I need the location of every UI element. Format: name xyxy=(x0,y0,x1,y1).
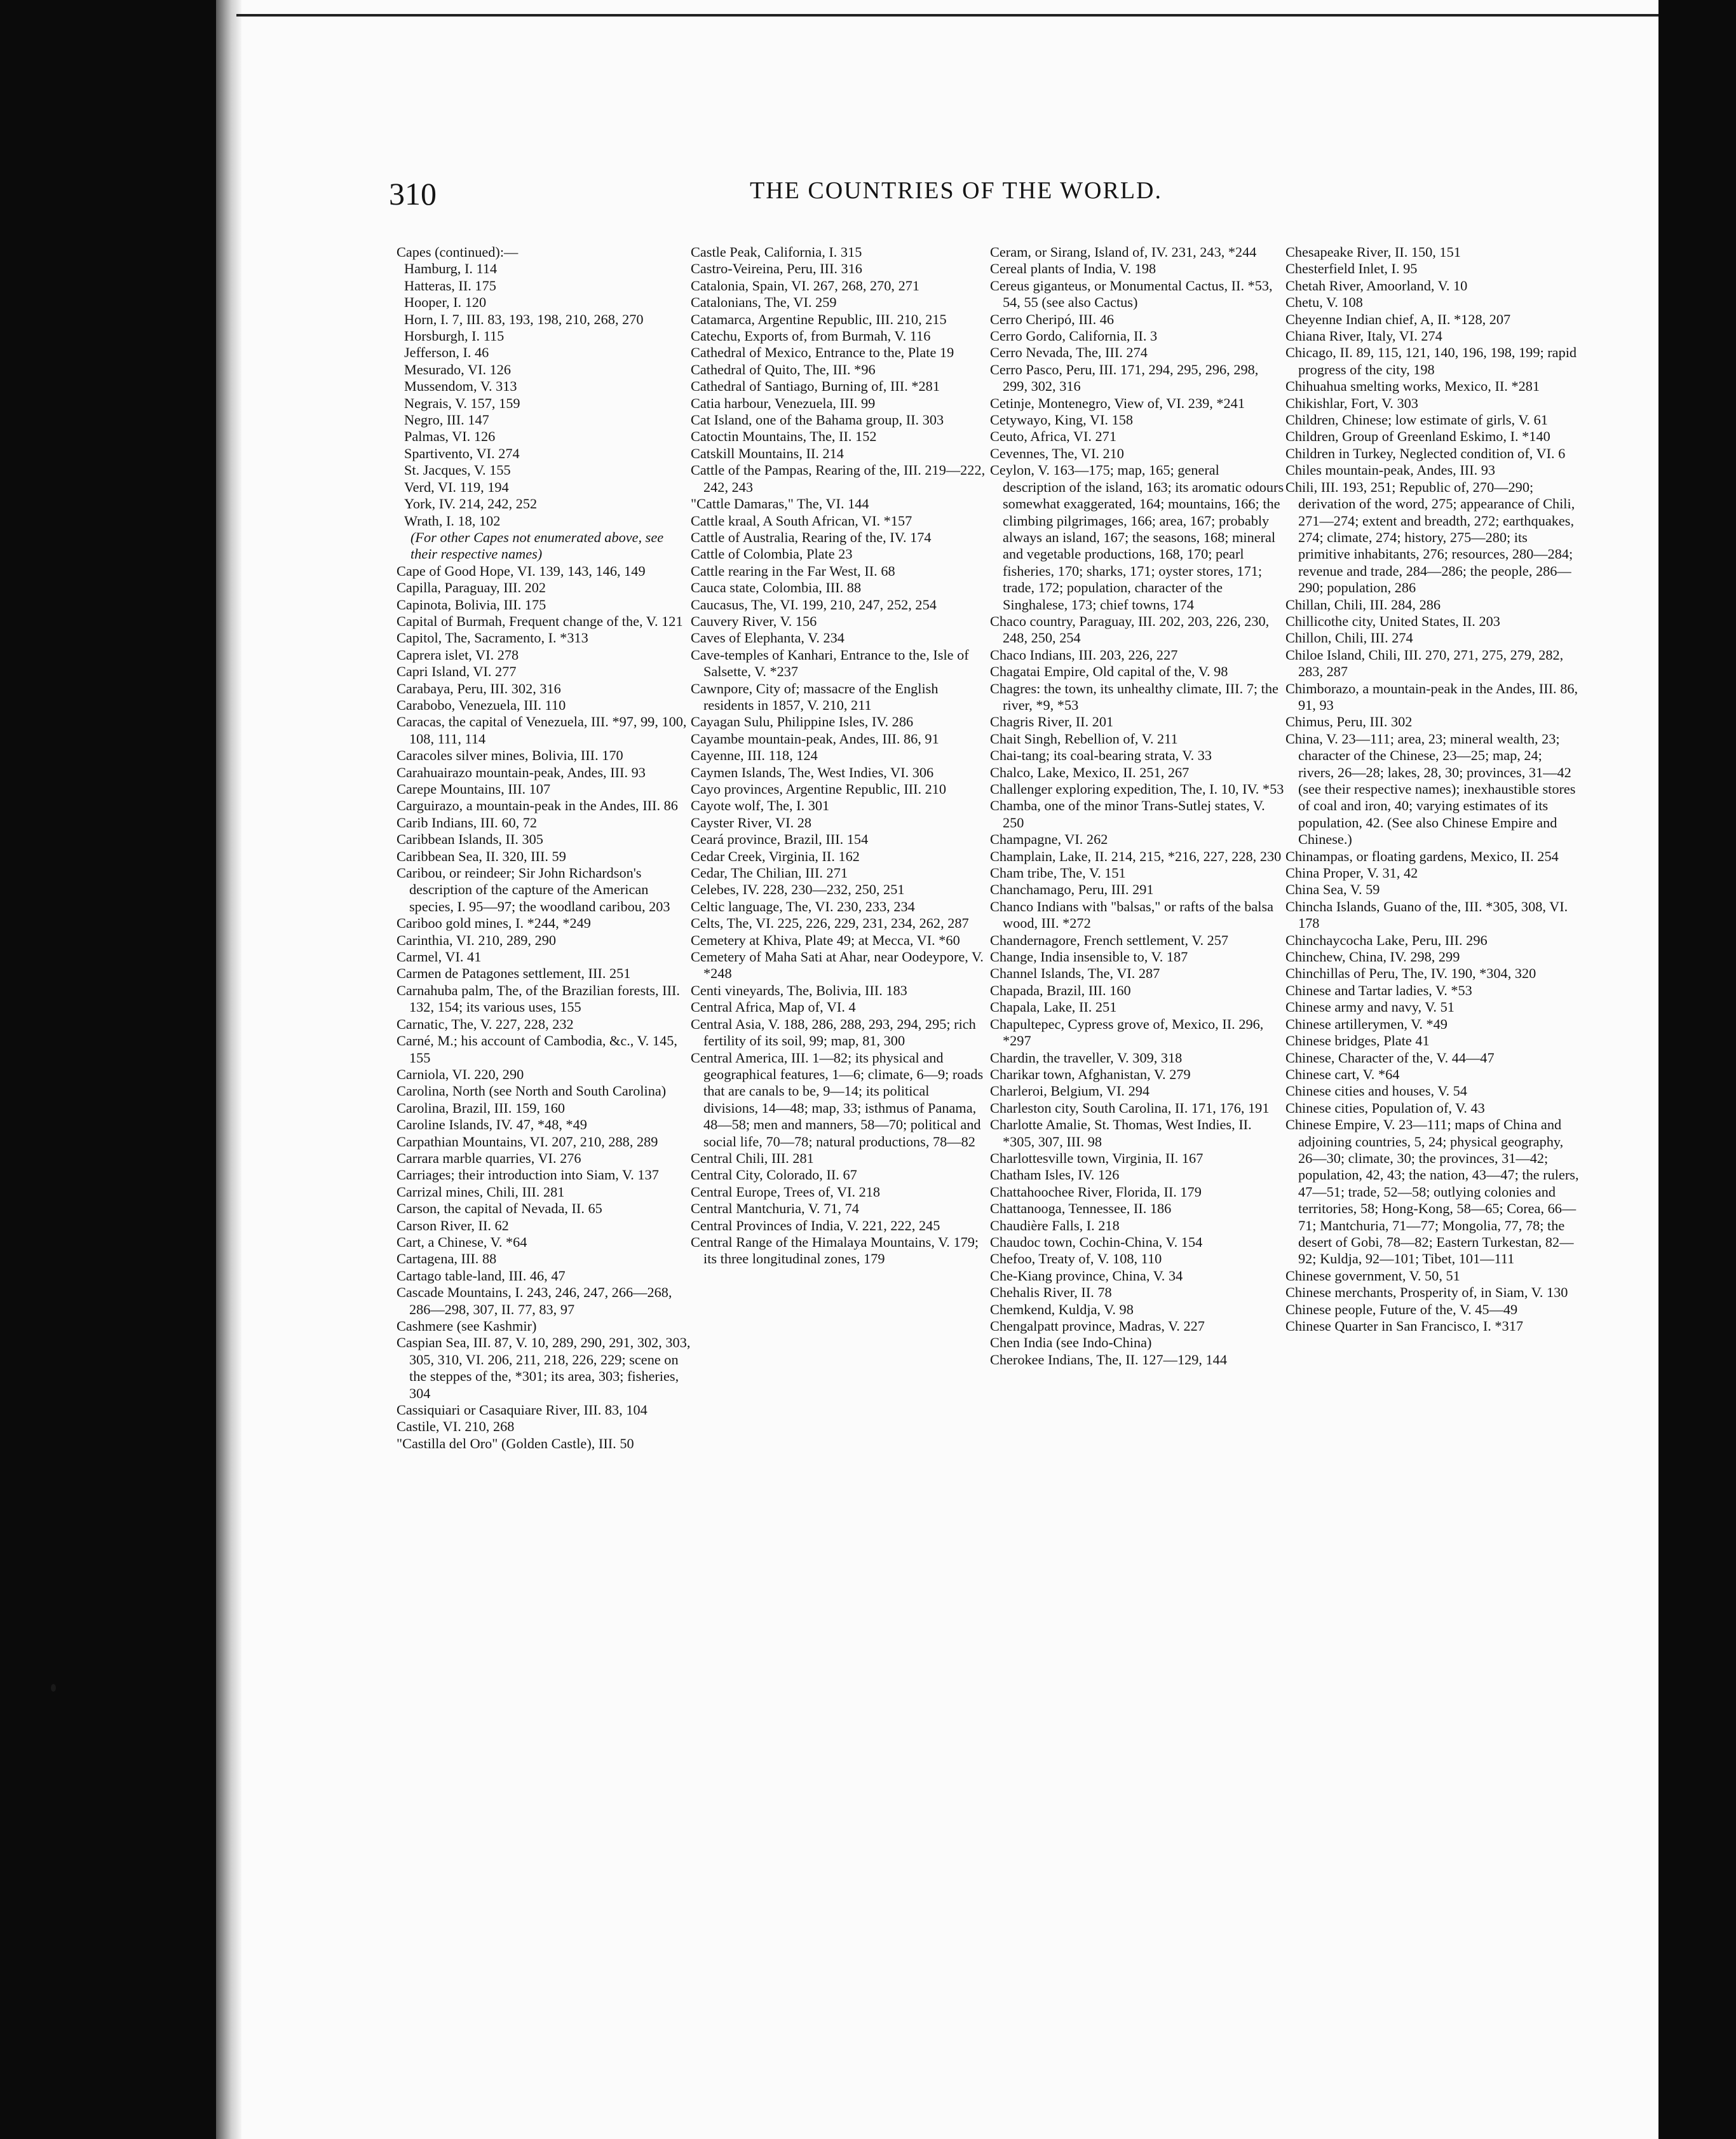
index-entry: Cathedral of Santiago, Burning of, III. *281 xyxy=(691,378,940,395)
index-entry: Chamba, one of the minor Trans-Sutlej states, V. 250 xyxy=(990,798,1265,831)
index-entry: Chinese Quarter in San Francisco, I. *317 xyxy=(1285,1318,1524,1334)
index-entry: Chimus, Peru, III. 302 xyxy=(1285,714,1413,730)
index-entry: Carahuairazo mountain-peak, Andes, III. 93 xyxy=(397,764,646,780)
index-entry: Capilla, Paraguay, III. 202 xyxy=(397,580,546,596)
index-entry: Chincha Islands, Guano of the, III. *305, 308, VI. 178 xyxy=(1285,898,1568,932)
index-entry: Castile, VI. 210, 268 xyxy=(397,1418,515,1435)
index-entry: Champagne, VI. 262 xyxy=(990,831,1108,848)
index-entry: Cetywayo, King, VI. 158 xyxy=(990,412,1134,428)
index-entry: Celts, The, VI. 225, 226, 229, 231, 234, 262, 287 xyxy=(691,915,969,932)
index-entry: Caymen Islands, The, West Indies, VI. 306 xyxy=(691,764,934,780)
index-entry: Carniola, VI. 220, 290 xyxy=(397,1066,524,1082)
index-entry: Cape of Good Hope, VI. 139, 143, 146, 149 xyxy=(397,562,646,579)
index-entry: Chillan, Chili, III. 284, 286 xyxy=(1285,596,1441,613)
index-entry: Carné, M.; his account of Cambodia, &c., V. 145, 155 xyxy=(397,1033,677,1066)
index-entry: Carolina, North (see North and South Carolina) xyxy=(397,1083,667,1099)
index-entry: Cauvery River, V. 156 xyxy=(691,613,817,629)
index-entry: Carabobo, Venezuela, III. 110 xyxy=(397,696,566,713)
index-entry: Chapultepec, Cypress grove of, Mexico, II. 296, *297 xyxy=(990,1015,1264,1049)
index-entry: Cave-temples of Kanhari, Entrance to the, Isle of Salsette, V. *237 xyxy=(691,646,969,680)
index-entry: Chinchillas of Peru, The, IV. 190, *304, 320 xyxy=(1285,965,1536,982)
index-entry: Carriages; their introduction into Siam, V. 137 xyxy=(397,1167,659,1183)
index-entry: Chaudière Falls, I. 218 xyxy=(990,1217,1120,1233)
index-entry: Carib Indians, III. 60, 72 xyxy=(397,814,538,831)
index-entry: Chagris River, II. 201 xyxy=(990,714,1114,730)
index-entry: Cedar, The Chilian, III. 271 xyxy=(691,865,848,881)
index-entry: Caribou, or reindeer; Sir John Richardson's description of the capture of the American species, I. 95—97; the woodland caribou, 203 xyxy=(397,865,670,914)
index-entry: Charlottesville town, Virginia, II. 167 xyxy=(990,1150,1204,1166)
index-entry: Children, Chinese; low estimate of girls, V. 61 xyxy=(1285,412,1548,428)
page-number: 310 xyxy=(389,176,437,212)
index-entry: Chattanooga, Tennessee, II. 186 xyxy=(990,1200,1172,1217)
index-entry: Chinese cities and houses, V. 54 xyxy=(1285,1083,1467,1099)
index-entry: Central City, Colorado, II. 67 xyxy=(691,1167,857,1183)
index-entry: Chinchaycocha Lake, Peru, III. 296 xyxy=(1285,932,1488,948)
index-subentry: York, IV. 214, 242, 252 xyxy=(404,496,538,512)
index-entry: Cariboo gold mines, I. *244, *249 xyxy=(397,915,591,932)
index-entry: Chapala, Lake, II. 251 xyxy=(990,999,1117,1015)
index-entry: Cassiquiari or Casaquiare River, III. 83, 104 xyxy=(397,1402,648,1418)
index-entry: Cartagena, III. 88 xyxy=(397,1251,497,1267)
index-entry: Cerro Nevada, The, III. 274 xyxy=(990,344,1148,361)
index-entry: Chinampas, or floating gardens, Mexico, II. 254 xyxy=(1285,848,1559,864)
index-entry: Capri Island, VI. 277 xyxy=(397,663,517,680)
index-entry: Catskill Mountains, II. 214 xyxy=(691,445,844,461)
index-entry: Chefoo, Treaty of, V. 108, 110 xyxy=(990,1251,1162,1267)
scan-border-right xyxy=(1658,0,1736,2139)
index-note: (For other Capes not enumerated above, see their respective names) xyxy=(410,529,664,562)
index-entry: Carrizal mines, Chili, III. 281 xyxy=(397,1183,565,1200)
index-entry: Castro-Veireina, Peru, III. 316 xyxy=(691,261,862,277)
index-entry: Caucasus, The, VI. 199, 210, 247, 252, 254 xyxy=(691,596,937,613)
index-entry: Cemetery of Maha Sati at Ahar, near Oodeypore, V. *248 xyxy=(691,949,984,982)
index-entry: Chemkend, Kuldja, V. 98 xyxy=(990,1301,1134,1317)
index-entry: Chihuahua smelting works, Mexico, II. *281 xyxy=(1285,378,1540,395)
index-entry: Chinese cart, V. *64 xyxy=(1285,1066,1400,1082)
index-entry: Chili, III. 193, 251; Republic of, 270—290; derivation of the word, 275; appearance of Chili, 271—274; extent and breadth, 272; earthquakes, 274; climate, 274; history, 275—280; its primitive inhabitants, 276; resources, 280—284; revenue and trade, 284—286; the people, 286—290; population, 286 xyxy=(1285,479,1575,596)
index-entry: Cattle of Australia, Rearing of the, IV. 174 xyxy=(691,529,932,545)
index-entry: Charleroi, Belgium, VI. 294 xyxy=(990,1083,1150,1099)
index-entry: Cetinje, Montenegro, View of, VI. 239, *241 xyxy=(990,395,1245,411)
index-entry: Chait Singh, Rebellion of, V. 211 xyxy=(990,730,1178,747)
index-entry: Cat Island, one of the Bahama group, II. 303 xyxy=(691,412,944,428)
index-entry: Chicago, II. 89, 115, 121, 140, 196, 198, 199; rapid progress of the city, 198 xyxy=(1285,344,1577,377)
index-entry: Chanco Indians with "balsas," or rafts of the balsa wood, III. *272 xyxy=(990,898,1274,932)
index-entry: Cattle of the Pampas, Rearing of the, III. 219—222, 242, 243 xyxy=(691,462,986,495)
index-entry: Chinese cities, Population of, V. 43 xyxy=(1285,1099,1485,1116)
index-entry: Cayo provinces, Argentine Republic, III. 210 xyxy=(691,781,947,797)
index-entry: Central America, III. 1—82; its physical and geographical features, 1—6; climate, 6—9; roads that are canals to be, 9—14; its political divisions, 14—48; map, 33; isthmus of Panama, 48—58; men and manners, 58—70; political and social life, 70—78; natural productions, 78—82 xyxy=(691,1049,984,1150)
index-entry: Chikishlar, Fort, V. 303 xyxy=(1285,395,1418,411)
index-entry: Carson, the capital of Nevada, II. 65 xyxy=(397,1200,602,1217)
index-entry: Central Chili, III. 281 xyxy=(691,1150,814,1166)
index-entry: Charlotte Amalie, St. Thomas, West Indies, II. *305, 307, III. 98 xyxy=(990,1117,1252,1150)
index-subentry: St. Jacques, V. 155 xyxy=(404,462,511,479)
index-entry: Carmel, VI. 41 xyxy=(397,949,482,965)
index-entry: Catalonia, Spain, VI. 267, 268, 270, 271 xyxy=(691,277,920,294)
index-entry: China Proper, V. 31, 42 xyxy=(1285,865,1418,881)
index-entry: Cerro Pasco, Peru, III. 171, 294, 295, 296, 298, 299, 302, 316 xyxy=(990,361,1259,395)
index-entry: Cayster River, VI. 28 xyxy=(691,814,812,831)
index-column-3 xyxy=(990,244,1285,2125)
index-entry: Carinthia, VI. 210, 289, 290 xyxy=(397,932,557,948)
index-subentry: Verd, VI. 119, 194 xyxy=(404,479,509,495)
index-entry: Cham tribe, The, V. 151 xyxy=(990,865,1126,881)
index-entry: Ceará province, Brazil, III. 154 xyxy=(691,831,869,848)
index-subentry: Hamburg, I. 114 xyxy=(404,261,498,277)
index-entry: Cerro Cheripó, III. 46 xyxy=(990,311,1115,327)
index-entry: Champlain, Lake, II. 214, 215, *216, 227, 228, 230 xyxy=(990,848,1282,864)
index-entry: Cattle of Colombia, Plate 23 xyxy=(691,546,853,562)
index-entry: Cathedral of Quito, The, III. *96 xyxy=(691,361,876,377)
index-entry: Catamarca, Argentine Republic, III. 210, 215 xyxy=(691,311,947,327)
page-top-edge xyxy=(236,14,1658,17)
index-entry: Cawnpore, City of; massacre of the English residents in 1857, V. 210, 211 xyxy=(691,680,939,713)
index-entry: Chalco, Lake, Mexico, II. 251, 267 xyxy=(990,764,1190,780)
index-entry: Catoctin Mountains, The, II. 152 xyxy=(691,428,877,445)
index-entry: Ceuto, Africa, VI. 271 xyxy=(990,428,1116,445)
index-entry: Cart, a Chinese, V. *64 xyxy=(397,1233,527,1250)
index-entry: Chiles mountain-peak, Andes, III. 93 xyxy=(1285,462,1496,479)
index-entry: Carguirazo, a mountain-peak in the Andes, III. 86 xyxy=(397,798,678,814)
index-entry: Ceram, or Sirang, Island of, IV. 231, 243, *244 xyxy=(990,244,1257,260)
index-entry: Caribbean Sea, II. 320, III. 59 xyxy=(397,848,566,864)
index-subentry: Negro, III. 147 xyxy=(404,412,489,428)
index-entry: Chillon, Chili, III. 274 xyxy=(1285,630,1413,646)
scan-speck xyxy=(51,1684,56,1692)
index-entry: Capes (continued):— xyxy=(397,244,519,260)
index-entry: Chesterfield Inlet, I. 95 xyxy=(1285,261,1418,277)
index-entry: Challenger exploring expedition, The, I. 10, IV. *53 xyxy=(990,781,1284,797)
index-entry: Centi vineyards, The, Bolivia, III. 183 xyxy=(691,982,907,998)
index-entry: Caspian Sea, III. 87, V. 10, 289, 290, 291, 302, 303, 305, 310, VI. 206, 211, 218, 226, 229; scene on the steppes of the, *301; its area, 303; fisheries, 304 xyxy=(397,1334,691,1401)
index-entry: China, V. 23—111; area, 23; mineral wealth, 23; character of the Chinese, 23—25; map, 24; rivers, 26—28; lakes, 28, 30; provinces, 31—42 (see their respective names); inexhaustible stores of coal and iron, 40; varying estimates of its population, 42. (See also Chinese Empire and Chinese.) xyxy=(1285,730,1576,848)
index-entry: Chinese bridges, Plate 41 xyxy=(1285,1033,1430,1049)
page-gutter-shadow xyxy=(216,0,241,2139)
index-entry: Che-Kiang province, China, V. 34 xyxy=(990,1267,1183,1284)
index-entry: Chapada, Brazil, III. 160 xyxy=(990,982,1131,998)
index-entry: Cheyenne Indian chief, A, II. *128, 207 xyxy=(1285,311,1511,327)
index-entry: Chaco country, Paraguay, III. 202, 203, 226, 230, 248, 250, 254 xyxy=(990,613,1270,646)
index-subentry: Spartivento, VI. 274 xyxy=(404,445,520,461)
index-entry: Cerro Gordo, California, II. 3 xyxy=(990,328,1158,344)
index-entry: Catechu, Exports of, from Burmah, V. 116 xyxy=(691,328,931,344)
index-entry: Chesapeake River, II. 150, 151 xyxy=(1285,244,1461,260)
index-entry: Carpathian Mountains, VI. 207, 210, 288, 289 xyxy=(397,1133,658,1150)
index-entry: Capital of Burmah, Frequent change of the, V. 121 xyxy=(397,613,683,629)
index-entry: Carrara marble quarries, VI. 276 xyxy=(397,1150,581,1166)
index-entry: Chillicothe city, United States, II. 203 xyxy=(1285,613,1500,629)
index-entry: Catalonians, The, VI. 259 xyxy=(691,294,837,311)
index-entry: Chen India (see Indo-China) xyxy=(990,1334,1152,1351)
index-subentry: Negrais, V. 157, 159 xyxy=(404,395,520,411)
index-entry: Chehalis River, II. 78 xyxy=(990,1284,1112,1301)
index-entry: Cereal plants of India, V. 198 xyxy=(990,261,1156,277)
index-entry: Cevennes, The, VI. 210 xyxy=(990,445,1124,461)
index-entry: Castle Peak, California, I. 315 xyxy=(691,244,862,260)
index-entry: Chinese Empire, V. 23—111; maps of China and adjoining countries, 5, 24; physical geography, 26—30; climate, 30; the provinces, 31—42; population, 42, 43; the nation, 43—47; the rulers, 47—51; trade, 52—58; outlying colonies and territories, 58; Hong-Kong, 58—65; Corea, 66—71; Mantchuria, 71—77; Mongolia, 77, 78; the desert of Gobi, 78—82; Eastern Turkestan, 82—92; Kuldja, 92—101; Tibet, 101—111 xyxy=(1285,1117,1579,1267)
index-entry: Central Provinces of India, V. 221, 222, 245 xyxy=(691,1217,940,1233)
index-entry: Capinota, Bolivia, III. 175 xyxy=(397,596,546,613)
index-entry: Carepe Mountains, III. 107 xyxy=(397,781,551,797)
index-subentry: Wrath, I. 18, 102 xyxy=(404,512,501,529)
index-entry: Cashmere (see Kashmir) xyxy=(397,1318,537,1334)
index-entry: Catia harbour, Venezuela, III. 99 xyxy=(691,395,876,411)
index-entry: Carabaya, Peru, III. 302, 316 xyxy=(397,680,561,696)
index-entry: Central Europe, Trees of, VI. 218 xyxy=(691,1183,881,1200)
index-entry: Chandernagore, French settlement, V. 257 xyxy=(990,932,1229,948)
index-entry: Carnatic, The, V. 227, 228, 232 xyxy=(397,1015,574,1032)
index-entry: Chinese merchants, Prosperity of, in Siam, V. 130 xyxy=(1285,1284,1568,1301)
index-subentry: Mesurado, VI. 126 xyxy=(404,361,512,377)
index-entry: Chaco Indians, III. 203, 226, 227 xyxy=(990,646,1178,663)
index-column-2 xyxy=(691,244,986,2125)
index-entry: Chinese artillerymen, V. *49 xyxy=(1285,1015,1448,1032)
index-entry: Cauca state, Colombia, III. 88 xyxy=(691,580,862,596)
index-entry: Chatham Isles, IV. 126 xyxy=(990,1167,1120,1183)
index-entry: Caprera islet, VI. 278 xyxy=(397,646,519,663)
index-subentry: Horn, I. 7, III. 83, 193, 198, 210, 268, 270 xyxy=(404,311,644,327)
index-subentry: Horsburgh, I. 115 xyxy=(404,328,505,344)
index-entry: Cedar Creek, Virginia, II. 162 xyxy=(691,848,860,864)
index-entry: Chinese people, Future of the, V. 45—49 xyxy=(1285,1301,1518,1317)
index-subentry: Hatteras, II. 175 xyxy=(404,277,496,294)
index-entry: Cayenne, III. 118, 124 xyxy=(691,747,818,764)
index-entry: Carmen de Patagones settlement, III. 251 xyxy=(397,965,631,982)
index-entry: Carolina, Brazil, III. 159, 160 xyxy=(397,1099,566,1116)
index-entry: Chaudoc town, Cochin-China, V. 154 xyxy=(990,1233,1203,1250)
index-entry: Carson River, II. 62 xyxy=(397,1217,509,1233)
index-entry: Chiana River, Italy, VI. 274 xyxy=(1285,328,1442,344)
index-entry: Chetah River, Amoorland, V. 10 xyxy=(1285,277,1468,294)
index-entry: Chagres: the town, its unhealthy climate, III. 7; the river, *9, *53 xyxy=(990,680,1278,713)
index-entry: Cartago table-land, III. 46, 47 xyxy=(397,1267,566,1284)
index-entry: Caves of Elephanta, V. 234 xyxy=(691,630,844,646)
index-entry: Chai-tang; its coal-bearing strata, V. 33 xyxy=(990,747,1212,764)
index-entry: Chagatai Empire, Old capital of the, V. 98 xyxy=(990,663,1228,680)
index-entry: Cayote wolf, The, I. 301 xyxy=(691,798,830,814)
index-entry: Chinese, Character of the, V. 44—47 xyxy=(1285,1049,1495,1066)
index-column-4 xyxy=(1285,244,1581,2125)
index-entry: Charleston city, South Carolina, II. 171, 176, 191 xyxy=(990,1099,1270,1116)
index-entry: Ceylon, V. 163—175; map, 165; general description of the island, 163; its aromatic odours somewhat exaggerated, 164; mountains, 166; the climbing pilgrimages, 166; area, 167; probably always an island, 167; the seasons, 168; mineral and vegetable productions, 168, 170; pearl fisheries, 170; sharks, 171; oyster stores, 171; trade, 172; population, character of the Singhalese, 173; chief towns, 174 xyxy=(990,462,1284,613)
index-entry: Cathedral of Mexico, Entrance to the, Plate 19 xyxy=(691,344,954,361)
running-head: THE COUNTRIES OF THE WORLD. xyxy=(750,177,1162,204)
index-entry: Central Range of the Himalaya Mountains, V. 179; its three longitudinal zones, 179 xyxy=(691,1233,979,1267)
index-entry: Chattahoochee River, Florida, II. 179 xyxy=(990,1183,1202,1200)
index-entry: Cemetery at Khiva, Plate 49; at Mecca, VI. *60 xyxy=(691,932,960,948)
index-subentry: Mussendom, V. 313 xyxy=(404,378,517,395)
index-entry: Charikar town, Afghanistan, V. 279 xyxy=(990,1066,1191,1082)
index-entry: Central Mantchuria, V. 71, 74 xyxy=(691,1200,859,1217)
scan-border-left xyxy=(0,0,216,2139)
index-column-1 xyxy=(397,244,692,2125)
index-entry: China Sea, V. 59 xyxy=(1285,881,1380,898)
index-entry: Chiloe Island, Chili, III. 270, 271, 275, 279, 282, 283, 287 xyxy=(1285,646,1564,680)
index-entry: Chengalpatt province, Madras, V. 227 xyxy=(990,1318,1205,1334)
index-entry: Caribbean Islands, II. 305 xyxy=(397,831,543,848)
index-entry: Caracoles silver mines, Bolivia, III. 170 xyxy=(397,747,623,764)
index-entry: Chardin, the traveller, V. 309, 318 xyxy=(990,1049,1183,1066)
index-entry: Chinese and Tartar ladies, V. *53 xyxy=(1285,982,1472,998)
index-entry: Cascade Mountains, I. 243, 246, 247, 266—268, 286—298, 307, II. 77, 83, 97 xyxy=(397,1284,672,1317)
index-subentry: Jefferson, I. 46 xyxy=(404,344,489,361)
index-entry: "Castilla del Oro" (Golden Castle), III. 50 xyxy=(397,1435,634,1451)
index-entry: Children in Turkey, Neglected condition of, VI. 6 xyxy=(1285,445,1566,461)
index-entry: Chetu, V. 108 xyxy=(1285,294,1363,311)
index-subentry: Hooper, I. 120 xyxy=(404,294,487,311)
index-entry: Cattle rearing in the Far West, II. 68 xyxy=(691,562,895,579)
index-entry: Celebes, IV. 228, 230—232, 250, 251 xyxy=(691,881,905,898)
index-entry: Cayambe mountain-peak, Andes, III. 86, 91 xyxy=(691,730,939,747)
index-entry: Chinese army and navy, V. 51 xyxy=(1285,999,1455,1015)
index-entry: Chanchamago, Peru, III. 291 xyxy=(990,881,1154,898)
index-entry: "Cattle Damaras," The, VI. 144 xyxy=(691,496,869,512)
index-entry: Central Asia, V. 188, 286, 288, 293, 294, 295; rich fertility of its soil, 99; map, 81, 300 xyxy=(691,1015,976,1049)
index-entry: Change, India insensible to, V. 187 xyxy=(990,949,1188,965)
index-entry: Cattle kraal, A South African, VI. *157 xyxy=(691,512,912,529)
index-entry: Chinese government, V. 50, 51 xyxy=(1285,1267,1460,1284)
index-entry: Children, Group of Greenland Eskimo, I. *140 xyxy=(1285,428,1550,445)
index-entry: Chimborazo, a mountain-peak in the Andes, III. 86, 91, 93 xyxy=(1285,680,1578,713)
index-entry: Caroline Islands, IV. 47, *48, *49 xyxy=(397,1117,587,1133)
index-entry: Central Africa, Map of, VI. 4 xyxy=(691,999,856,1015)
index-entry: Caracas, the capital of Venezuela, III. *97, 99, 100, 108, 111, 114 xyxy=(397,714,687,747)
index-entry: Channel Islands, The, VI. 287 xyxy=(990,965,1160,982)
index-entry: Cereus giganteus, or Monumental Cactus, II. *53, 54, 55 (see also Cactus) xyxy=(990,277,1273,311)
index-entry: Capitol, The, Sacramento, I. *313 xyxy=(397,630,588,646)
index-entry: Celtic language, The, VI. 230, 233, 234 xyxy=(691,898,915,914)
index-entry: Carnahuba palm, The, of the Brazilian forests, III. 132, 154; its various uses, 155 xyxy=(397,982,680,1015)
index-entry: Cayagan Sulu, Philippine Isles, IV. 286 xyxy=(691,714,914,730)
index-entry: Chinchew, China, IV. 298, 299 xyxy=(1285,949,1460,965)
index-subentry: Palmas, VI. 126 xyxy=(404,428,496,445)
index-entry: Cherokee Indians, The, II. 127—129, 144 xyxy=(990,1351,1227,1368)
